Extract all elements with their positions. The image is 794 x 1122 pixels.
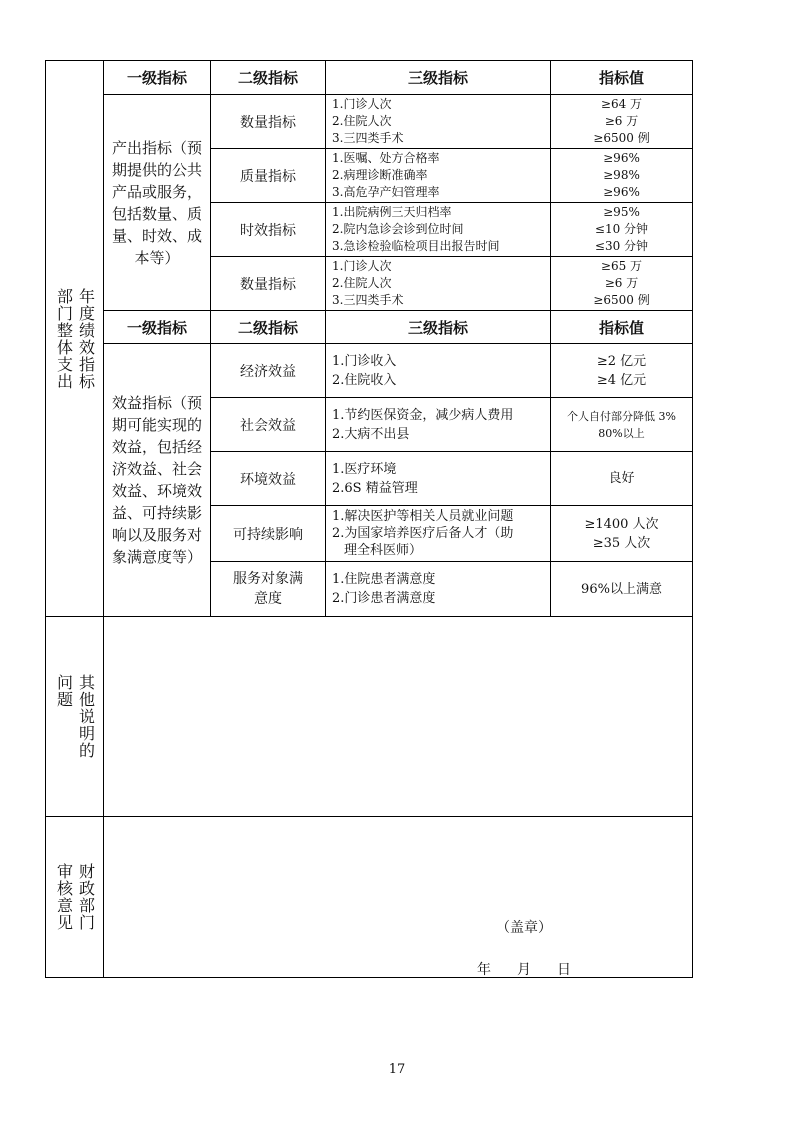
output-values-1: [551, 149, 692, 202]
output-level2-2: 时效指标: [240, 222, 296, 239]
output-items-0: [326, 95, 550, 148]
value-item: 个人自付部分降低 3%: [567, 409, 676, 423]
benefit-values-4: [551, 562, 692, 616]
list-item: 1.医疗环境: [332, 461, 397, 477]
header-value-repeat: 指标值: [598, 318, 644, 337]
list-item: 2.病理诊断准确率: [332, 168, 428, 182]
value-item: 80%以上: [598, 426, 645, 440]
value-item: ≥2 亿元: [596, 353, 647, 369]
value-item: ≥6 万: [604, 114, 639, 128]
output-level2-3: 数量指标: [240, 276, 296, 293]
list-item: 3.高危孕产妇管理率: [332, 185, 440, 199]
list-item: 1.住院患者满意度: [332, 572, 436, 587]
value-item: ≥98%: [603, 168, 640, 182]
date-day: 日: [557, 962, 571, 978]
left-title-line1: 年度绩效指标: [76, 287, 96, 390]
value-item: ≥35 人次: [592, 535, 651, 551]
output-level2-1: 质量指标: [240, 168, 296, 185]
other-notes-line2: 问题: [54, 674, 74, 708]
value-item: ≥96%: [603, 151, 640, 165]
finance-label: [46, 817, 103, 977]
value-item: ≥65 万: [600, 259, 643, 273]
list-item: 1.门诊人次: [332, 259, 392, 273]
benefit-level2-0: 经济效益: [240, 363, 296, 380]
output-values-0: [551, 95, 692, 148]
benefit-items-0: [326, 344, 550, 397]
finance-line2: 审核意见: [54, 863, 74, 931]
list-item: 2.6S 精益管理: [332, 480, 418, 496]
value-item: ≥95%: [603, 205, 640, 219]
page-number: 17: [388, 1062, 406, 1077]
list-item: 2.住院收入: [332, 372, 397, 388]
date-month: 月: [517, 962, 531, 978]
header-level3-repeat: 三级指标: [407, 318, 468, 337]
finance-line1: 财政部门: [76, 863, 96, 931]
left-title-line2: 部门整体支出: [54, 287, 74, 390]
list-item: 2.住院人次: [332, 276, 392, 290]
header-level2-repeat: 二级指标: [237, 318, 298, 337]
other-notes-label: [46, 617, 103, 816]
value-item: ≥6500 例: [593, 131, 650, 145]
output-items-1: [326, 149, 550, 202]
value-item: ≥64 万: [600, 97, 643, 111]
header-level1: 一级指标: [126, 69, 187, 87]
benefit-values-2: [551, 452, 692, 505]
list-item: 1.节约医保资金，减少病人费用: [332, 407, 514, 423]
output-indicator-label: 产出指标（预期提供的公共产品或服务，包括数量、质量、时效、成本等）: [112, 138, 203, 267]
list-item: 3.急诊检验临检项目出报告时间: [332, 239, 500, 253]
value-item: ≥6500 例: [593, 293, 650, 307]
benefit-values-3: [551, 506, 692, 561]
value-item: 良好: [608, 471, 635, 486]
benefit-items-4: [326, 562, 550, 616]
list-item: 1.医嘱、处方合格率: [332, 151, 440, 165]
output-values-3: [551, 257, 692, 310]
output-values-2: [551, 203, 692, 256]
benefit-items-2: [326, 452, 550, 505]
benefit-values-1: [551, 398, 692, 451]
list-item: 3.三四类手术: [332, 131, 404, 145]
value-item: ≥1400 人次: [584, 516, 659, 532]
left-title: [46, 61, 103, 616]
benefit-level2-4: 服务对象满意度: [233, 571, 303, 607]
benefit-level2-2: 环境效益: [240, 471, 296, 488]
benefit-items-3: [326, 506, 550, 561]
other-notes-line1: 其他说明的: [76, 674, 96, 759]
value-item: 96%以上满意: [581, 581, 662, 597]
list-item: 理全科医师）: [344, 543, 423, 558]
list-item: 3.三四类手术: [332, 293, 404, 307]
list-item: 2.为国家培养医疗后备人才（助: [332, 526, 514, 541]
value-item: ≥4 亿元: [596, 372, 647, 388]
benefit-values-0: [551, 344, 692, 397]
other-notes-content: [104, 617, 692, 816]
benefit-level2-1: 社会效益: [240, 417, 296, 434]
list-item: 2.门诊患者满意度: [332, 591, 436, 606]
value-item: ≤10 分钟: [594, 222, 649, 236]
header-level3: 三级指标: [407, 69, 468, 87]
header-value: 指标值: [598, 69, 644, 87]
list-item: 2.住院人次: [332, 114, 392, 128]
value-item: ≥6 万: [604, 276, 639, 290]
seal-placeholder: （盖章）: [496, 920, 552, 936]
benefit-indicator-label: 效益指标（预期可能实现的效益，包括经济效益、社会效益、环境效益、可持续影响以及服务对象满意度等）: [112, 394, 203, 566]
list-item: 1.门诊人次: [332, 97, 392, 111]
finance-content: [104, 817, 692, 977]
list-item: 2.大病不出县: [332, 426, 410, 442]
list-item: 1.出院病例三天归档率: [332, 205, 452, 219]
value-item: ≤30 分钟: [594, 239, 649, 253]
output-items-2: [326, 203, 550, 256]
list-item: 1.解决医护等相关人员就业问题: [332, 509, 514, 524]
benefit-level2-3: 可持续影响: [233, 526, 303, 543]
header-level1-repeat: 一级指标: [126, 318, 187, 337]
output-items-3: [326, 257, 550, 310]
header-level2: 二级指标: [237, 69, 298, 87]
output-level2-0: 数量指标: [240, 114, 296, 131]
benefit-items-1: [326, 398, 550, 451]
list-item: 2.院内急诊会诊到位时间: [332, 222, 464, 236]
date-year: 年: [477, 962, 491, 978]
list-item: 1.门诊收入: [332, 353, 397, 369]
value-item: ≥96%: [603, 185, 640, 199]
